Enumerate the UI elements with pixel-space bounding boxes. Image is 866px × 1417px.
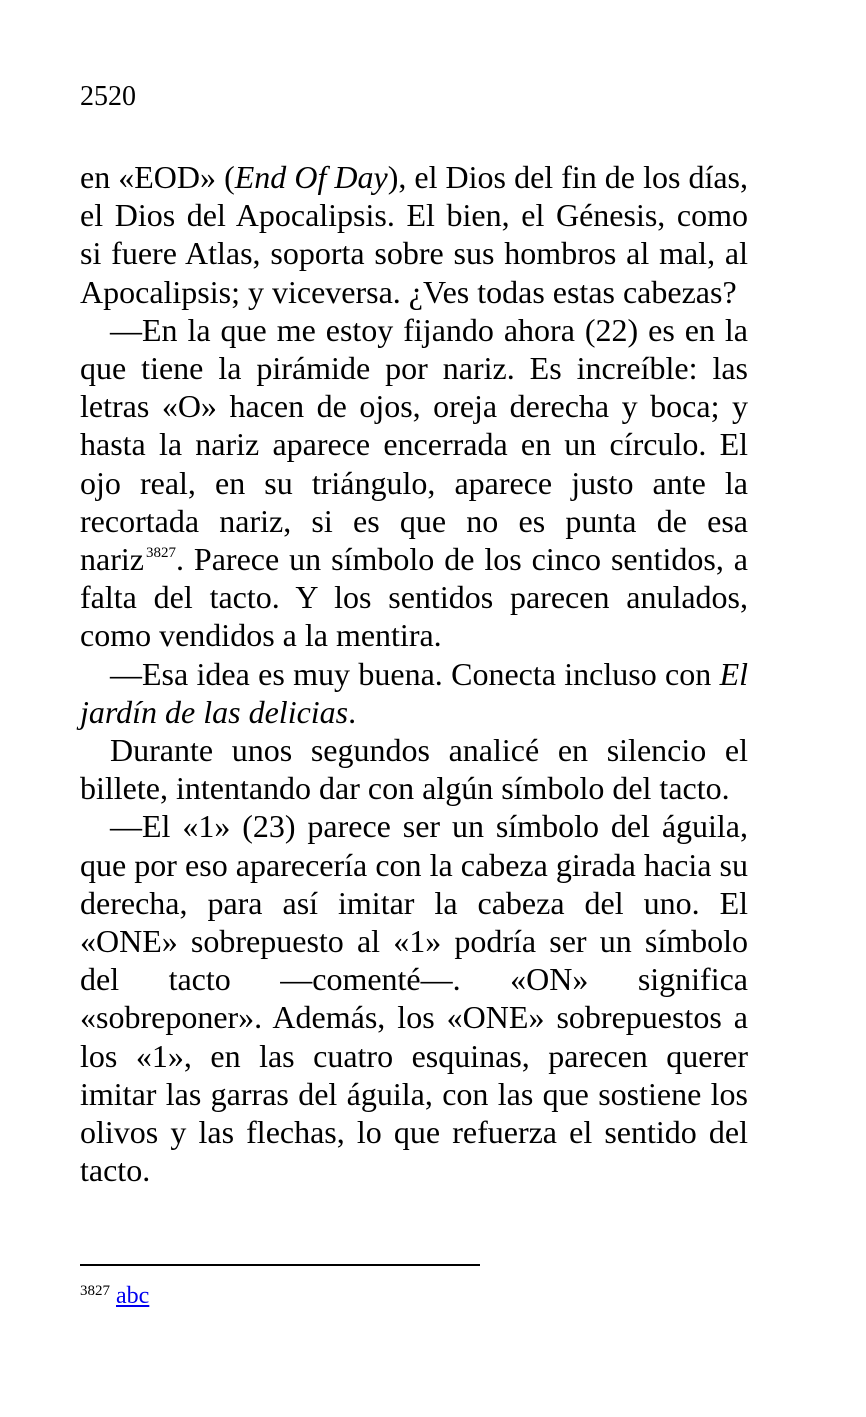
paragraph-4 [80, 731, 748, 807]
paragraph-2-text-a: —En la que me estoy fijando ahora (22) es en la que tiene la pirámide por nariz. Es increíble: las letras «O» hacen de ojos, oreja derecha y boca; y hasta la nariz aparece encerrada en un círculo. El ojo real, en su triángulo, aparece justo ante la recortada nariz, si es que no es punta de esa nariz [80, 311, 748, 578]
footnote-link[interactable]: abc [116, 1283, 150, 1309]
paragraph-3-text-b: . [348, 693, 357, 730]
paragraph-1 [80, 158, 748, 311]
paragraph-3-text-a: —Esa idea es muy buena. Conecta incluso con [110, 655, 720, 692]
footnote-number: 3827 [80, 1283, 110, 1299]
paragraph-5-text: —El «1» (23) parece ser un símbolo del águila, que por eso aparecería con la cabeza girada hacia su derecha, para así imitar la cabeza del uno. El «ONE» sobrepuesto al «1» podría ser un símbolo del tacto —comenté—. «ON» significa «sobreponer». Además, los «ONE» sobrepuestos a los «1», en las cuatro esquinas, parecen querer imitar las garras del águila, con las que sostiene los olivos y las flechas, lo que refuerza el sentido del tacto. [80, 808, 748, 1189]
paragraph-2 [80, 311, 748, 655]
paragraph-4-text: Durante unos segundos analicé en silencio el billete, intentando dar con algún símbolo del tacto. [80, 732, 748, 807]
paragraph-1-text-b: ), el Dios del fin de los días, el Dios del Apocalipsis. El bien, el Génesis, como si fuere Atlas, soporta sobre sus hombros al mal, al Apocalipsis; y viceversa. ¿Ves todas estas cabezas? [80, 159, 749, 310]
footnote-divider [80, 1264, 480, 1266]
footnote [80, 1280, 149, 1312]
paragraph-3 [80, 655, 748, 731]
paragraph-5 [80, 807, 748, 1189]
paragraph-1-text-a: en «EOD» ( [80, 159, 235, 195]
footnote-reference[interactable]: 3827 [145, 545, 176, 562]
paragraph-2-text-b: . Parece un símbolo de los cinco sentidos, a falta del tacto. Y los sentidos parecen anulados, como vendidos a la mentira. [80, 541, 748, 654]
page-number: 2520 [80, 81, 136, 112]
title-end-of-day: End Of Day [234, 159, 388, 195]
body-text [80, 158, 748, 1189]
title-el-jardin: El jardín de las delicias [80, 655, 748, 730]
